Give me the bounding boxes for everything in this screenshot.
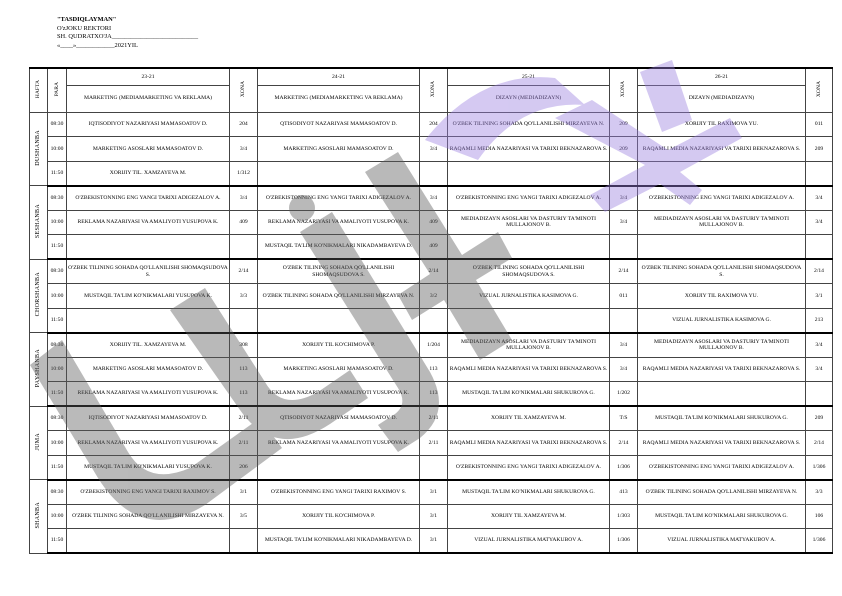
subject-cell: O'ZBEKISTONNING ENG YANGI TARIXI ADIGEZALOV A. bbox=[258, 186, 420, 211]
header-row-groups bbox=[30, 68, 833, 85]
room-cell: 2/14 bbox=[806, 431, 833, 456]
subject-cell: IQTISODIYOT NAZARIYASI MAMASOATOV D. bbox=[67, 406, 230, 431]
room-cell: 2/11 bbox=[230, 406, 258, 431]
subject-cell bbox=[258, 455, 420, 480]
subject-cell: XORIJIY TIL XAMZAYEVA M. bbox=[448, 504, 610, 529]
subject-cell: MARKETING ASOSLARI MAMASOATOV D. bbox=[258, 357, 420, 382]
table-row bbox=[30, 406, 833, 431]
room-cell bbox=[610, 161, 638, 186]
para-time: 10:00 bbox=[48, 431, 67, 456]
subject-cell: REKLAMA NAZARIYASI VA AMALIYOTI YUSUPOVA K. bbox=[67, 382, 230, 407]
room-cell: 113 bbox=[420, 382, 448, 407]
subject-cell: MUSTAQIL TA'LIM KO'NIKMALARI SHUKUROVA G. bbox=[638, 406, 806, 431]
room-cell: 3/1 bbox=[230, 480, 258, 505]
room-cell: 3/4 bbox=[230, 186, 258, 211]
room-cell: 3/4 bbox=[610, 357, 638, 382]
room-cell: 204 bbox=[420, 112, 448, 137]
date-line: «____»____________2021YIL bbox=[57, 41, 138, 49]
week-header-cell bbox=[30, 68, 48, 112]
para-time: 08:30 bbox=[48, 480, 67, 505]
room-cell: 409 bbox=[230, 210, 258, 235]
room-cell bbox=[230, 308, 258, 333]
week-header: HAFTA bbox=[35, 80, 42, 99]
day-cell bbox=[30, 480, 48, 554]
table-row bbox=[30, 112, 833, 137]
room-cell: 2/11 bbox=[230, 431, 258, 456]
subject-cell: MUSTAQIL TA'LIM KO'NIKMALARI NIKADAMBAYEVA D. bbox=[258, 235, 420, 260]
room-cell: 1/306 bbox=[806, 529, 833, 554]
para-time: 10:00 bbox=[48, 504, 67, 529]
group-code: 24-21 bbox=[258, 68, 420, 85]
subject-cell: REKLAMA NAZARIYASI VA AMALIYOTI YUSUPOVA K. bbox=[258, 382, 420, 407]
table-row bbox=[30, 382, 833, 407]
table-row bbox=[30, 529, 833, 554]
subject-cell: MUSTAQIL TA'LIM KO'NIKMALARI SHUKUROVA G. bbox=[448, 382, 610, 407]
para-time: 08:30 bbox=[48, 112, 67, 137]
subject-cell bbox=[638, 382, 806, 407]
subject-cell: VIZUAL JURNALISTIKA MATYAKUBOV A. bbox=[448, 529, 610, 554]
para-time: 08:30 bbox=[48, 259, 67, 284]
table-row bbox=[30, 186, 833, 211]
room-cell: 3/4 bbox=[420, 186, 448, 211]
table-row bbox=[30, 455, 833, 480]
table-row bbox=[30, 504, 833, 529]
para-header: PARA bbox=[53, 81, 60, 97]
room-cell bbox=[420, 308, 448, 333]
subject-cell: RAQAMLI MEDIA NAZARIYASI VA TARIXI BEKNAZAROVA S. bbox=[638, 431, 806, 456]
subject-cell: O'ZBEK TILINING SOHADA QO'LLANILISHI SHOMAQSUDOVA S. bbox=[448, 259, 610, 284]
room-cell: 106 bbox=[806, 504, 833, 529]
table-row bbox=[30, 308, 833, 333]
room-cell: 3/5 bbox=[230, 504, 258, 529]
room-cell: 209 bbox=[806, 406, 833, 431]
room-cell: 209 bbox=[610, 137, 638, 162]
day-cell bbox=[30, 186, 48, 260]
table-row bbox=[30, 480, 833, 505]
room-cell: 206 bbox=[230, 455, 258, 480]
subject-cell: MEDIADIZAYN ASOSLARI VA DASTURIY TA'MINOTI MULLAJONOV B. bbox=[448, 210, 610, 235]
room-header: XONA bbox=[240, 81, 247, 98]
para-time: 10:00 bbox=[48, 284, 67, 309]
room-header-cell bbox=[806, 68, 833, 112]
room-cell: 1/303 bbox=[610, 504, 638, 529]
para-time: 11:50 bbox=[48, 161, 67, 186]
para-time: 08:30 bbox=[48, 186, 67, 211]
group-code: 23-21 bbox=[67, 68, 230, 85]
room-cell: 1/312 bbox=[230, 161, 258, 186]
group-specialty: DIZAYN (MEDIADIZAYN) bbox=[638, 85, 806, 112]
room-cell bbox=[230, 529, 258, 554]
room-cell: 011 bbox=[610, 284, 638, 309]
subject-cell bbox=[258, 308, 420, 333]
subject-cell bbox=[638, 235, 806, 260]
subject-cell: MUSTAQIL TA'LIM KO'NIKMALARI YUSUPOVA K. bbox=[67, 455, 230, 480]
subject-cell: MARKETING ASOSLARI MAMASOATOV D. bbox=[258, 137, 420, 162]
room-cell: 413 bbox=[610, 480, 638, 505]
approval-title: "TASDIQLAYMAN" bbox=[57, 16, 117, 23]
room-cell: 3/4 bbox=[420, 137, 448, 162]
subject-cell: XORIJIY TIL RAXIMOVA YU. bbox=[638, 112, 806, 137]
subject-cell: REKLAMA NAZARIYASI VA AMALIYOTI YUSUPOVA K. bbox=[258, 431, 420, 456]
room-cell bbox=[806, 235, 833, 260]
day-name: JUMA bbox=[35, 432, 42, 451]
para-time: 10:00 bbox=[48, 210, 67, 235]
table-row bbox=[30, 357, 833, 382]
subject-cell bbox=[448, 308, 610, 333]
room-cell: 3/1 bbox=[806, 284, 833, 309]
room-header-cell bbox=[230, 68, 258, 112]
table-row bbox=[30, 137, 833, 162]
subject-cell bbox=[448, 235, 610, 260]
room-cell: 409 bbox=[420, 210, 448, 235]
schedule-table bbox=[29, 67, 833, 554]
rector-title: O'zJOKU REKTORI bbox=[57, 24, 112, 32]
room-cell: 2/14 bbox=[420, 259, 448, 284]
subject-cell: O'ZBEKISTONNING ENG YANGI TARIXI ADIGEZALOV A. bbox=[638, 455, 806, 480]
subject-cell: MARKETING ASOSLARI MAMASOATOV D. bbox=[67, 357, 230, 382]
rector-signature-line: SH. QUDRATXO'JA___________________________ bbox=[57, 33, 199, 41]
room-cell: 213 bbox=[806, 308, 833, 333]
subject-cell: RAQAMLI MEDIA NAZARIYASI VA TARIXI BEKNAZAROVA S. bbox=[448, 431, 610, 456]
room-cell: 3/3 bbox=[230, 284, 258, 309]
room-cell: 3/1 bbox=[420, 529, 448, 554]
group-specialty: DIZAYN (MEDIADIZAYN) bbox=[448, 85, 610, 112]
room-cell: 3/4 bbox=[230, 137, 258, 162]
subject-cell: O'ZBEK TILINING SOHADA QO'LLANILISHI SHOMAQSUDOVA S. bbox=[638, 259, 806, 284]
subject-cell: O'ZBEK TILINING SOHADA QO'LLANILISHI MIRZAYEVA N. bbox=[638, 480, 806, 505]
room-cell: 2/14 bbox=[806, 259, 833, 284]
room-header-cell bbox=[420, 68, 448, 112]
subject-cell: QTISODIYOT NAZARIYASI MAMASOATOV D. bbox=[258, 112, 420, 137]
room-cell bbox=[230, 235, 258, 260]
subject-cell: VIZUAL JURNALISTIKA MATYAKUBOV A. bbox=[638, 529, 806, 554]
table-row bbox=[30, 235, 833, 260]
subject-cell: MUSTAQIL TA'LIM KO'NIKMALARI YUSUPOVA K. bbox=[67, 284, 230, 309]
subject-cell: O'ZBEK TILINING SOHADA QO'LLANILISHI MIRZAYEVA N. bbox=[448, 112, 610, 137]
group-code: 25-21 bbox=[448, 68, 610, 85]
subject-cell bbox=[638, 161, 806, 186]
subject-cell: MEDIADIZAYN ASOSLARI VA DASTURIY TA'MINOTI MULLAJONOV B. bbox=[638, 210, 806, 235]
para-time: 11:50 bbox=[48, 455, 67, 480]
room-cell: 3/4 bbox=[806, 186, 833, 211]
room-cell bbox=[610, 308, 638, 333]
day-cell bbox=[30, 333, 48, 407]
room-cell: 209 bbox=[806, 137, 833, 162]
group-code: 26-21 bbox=[638, 68, 806, 85]
table-row bbox=[30, 161, 833, 186]
subject-cell: MEDIADIZAYN ASOSLARI VA DASTURIY TA'MINOTI MULLAJONOV B. bbox=[448, 333, 610, 358]
room-header: XONA bbox=[430, 81, 437, 98]
day-name: DUSHANBA bbox=[35, 129, 42, 166]
subject-cell: RAQAMLI MEDIA NAZARIYASI VA TARIXI BEKNAZAROVA S. bbox=[638, 137, 806, 162]
room-cell: 113 bbox=[420, 357, 448, 382]
room-cell: 2/11 bbox=[420, 406, 448, 431]
table-row bbox=[30, 259, 833, 284]
room-cell: 1/306 bbox=[610, 455, 638, 480]
subject-cell: XORIJIY TIL. XAMZAYEVA M. bbox=[67, 161, 230, 186]
subject-cell: O'ZBEK TILINING SOHADA QO'LLANILISHI SHOMAQSUDOVA S. bbox=[258, 259, 420, 284]
table-row bbox=[30, 431, 833, 456]
subject-cell: REKLAMA NAZARIYASI VA AMALIYOTI YUSUPOVA K. bbox=[258, 210, 420, 235]
room-cell: 3/4 bbox=[806, 333, 833, 358]
room-cell: 113 bbox=[230, 357, 258, 382]
para-time: 11:50 bbox=[48, 235, 67, 260]
subject-cell: O'ZBEKISTONNING ENG YANGI TARIXI ADIGEZALOV A. bbox=[67, 186, 230, 211]
para-time: 10:00 bbox=[48, 137, 67, 162]
table-row bbox=[30, 210, 833, 235]
room-cell bbox=[610, 235, 638, 260]
room-cell: 3/4 bbox=[806, 357, 833, 382]
subject-cell bbox=[258, 161, 420, 186]
subject-cell: IQTISODIYOT NAZARIYASI MAMASOATOV D. bbox=[67, 112, 230, 137]
room-cell: 113 bbox=[230, 382, 258, 407]
subject-cell: RAQAMLI MEDIA NAZARIYASI VA TARIXI BEKNAZAROVA S. bbox=[638, 357, 806, 382]
subject-cell: REKLAMA NAZARIYASI VA AMALIYOTI YUSUPOVA K. bbox=[67, 431, 230, 456]
room-header-cell bbox=[610, 68, 638, 112]
room-cell: 2/14 bbox=[610, 431, 638, 456]
subject-cell: MUSTAQIL TA'LIM KO'NIKMALARI SHUKUROVA G. bbox=[448, 480, 610, 505]
subject-cell: O'ZBEKISTONNING ENG YANGI TARIXI ADIGEZALOV A. bbox=[448, 186, 610, 211]
group-specialty: MARKETING (MEDIAMARKETING VA REKLAMA) bbox=[67, 85, 230, 112]
room-cell: T/S bbox=[610, 406, 638, 431]
table-row bbox=[30, 333, 833, 358]
subject-cell: O'ZBEKISTONNING ENG YANGI TARIXI RAXIMOV S. bbox=[67, 480, 230, 505]
room-cell: 3/4 bbox=[610, 210, 638, 235]
subject-cell bbox=[67, 529, 230, 554]
room-cell: 3/1 bbox=[420, 504, 448, 529]
day-name: PAYSHANBA bbox=[35, 349, 42, 388]
room-cell: 409 bbox=[420, 235, 448, 260]
room-cell: 3/2 bbox=[420, 284, 448, 309]
room-cell: 3/1 bbox=[420, 480, 448, 505]
subject-cell: XORIJIY TIL. XAMZAYEVA M. bbox=[67, 333, 230, 358]
room-cell: 1/306 bbox=[610, 529, 638, 554]
day-name: SHANBA bbox=[35, 501, 42, 529]
day-cell bbox=[30, 406, 48, 480]
para-time: 11:50 bbox=[48, 308, 67, 333]
subject-cell: RAQAMLI MEDIA NAZARIYASI VA TARIXI BEKNAZAROVA S. bbox=[448, 137, 610, 162]
day-cell bbox=[30, 112, 48, 186]
subject-cell: REKLAMA NAZARIYASI VA AMALIYOTI YUSUPOVA K. bbox=[67, 210, 230, 235]
room-cell: 209 bbox=[610, 112, 638, 137]
subject-cell: XORIJIY TIL KO'CHIMOVA P. bbox=[258, 333, 420, 358]
room-cell bbox=[420, 455, 448, 480]
para-time: 11:50 bbox=[48, 382, 67, 407]
room-cell: 3/4 bbox=[610, 186, 638, 211]
subject-cell bbox=[67, 308, 230, 333]
room-header: XONA bbox=[815, 81, 822, 98]
table-row bbox=[30, 284, 833, 309]
group-specialty: MARKETING (MEDIAMARKETING VA REKLAMA) bbox=[258, 85, 420, 112]
subject-cell: MUSTAQIL TA'LIM KO'NIKMALARI SHUKUROVA G. bbox=[638, 504, 806, 529]
room-header: XONA bbox=[620, 81, 627, 98]
room-cell: 1/202 bbox=[610, 382, 638, 407]
subject-cell: O'ZBEKISTONNING ENG YANGI TARIXI ADIGEZALOV A. bbox=[638, 186, 806, 211]
para-header-cell bbox=[48, 68, 67, 112]
para-time: 08:30 bbox=[48, 406, 67, 431]
subject-cell bbox=[448, 161, 610, 186]
room-cell: 3/3 bbox=[806, 480, 833, 505]
subject-cell: MARKETING ASOSLARI MAMASOATOV D. bbox=[67, 137, 230, 162]
subject-cell: XORIJIY TIL XAMZAYEVA M. bbox=[448, 406, 610, 431]
subject-cell: VIZUAL JURNALISTIKA KASIMOVA G. bbox=[448, 284, 610, 309]
para-time: 08:30 bbox=[48, 333, 67, 358]
subject-cell: MUSTAQIL TA'LIM KO'NIKMALARI NIKADAMBAYEVA D. bbox=[258, 529, 420, 554]
subject-cell: XORIJIY TIL KO'CHIMOVA P. bbox=[258, 504, 420, 529]
subject-cell: QTISODIYOT NAZARIYASI MAMASOATOV D. bbox=[258, 406, 420, 431]
subject-cell: O'ZBEK TILINING SOHADA QO'LLANILISHI MIRZAYEVA N. bbox=[67, 504, 230, 529]
subject-cell: XORIJIY TIL RAXIMOVA YU. bbox=[638, 284, 806, 309]
subject-cell: MEDIADIZAYN ASOSLARI VA DASTURIY TA'MINOTI MULLAJONOV B. bbox=[638, 333, 806, 358]
day-name: CHORSHANBA bbox=[35, 272, 42, 317]
subject-cell: RAQAMLI MEDIA NAZARIYASI VA TARIXI BEKNAZAROVA S. bbox=[448, 357, 610, 382]
subject-cell: VIZUAL JURNALISTIKA KASIMOVA G. bbox=[638, 308, 806, 333]
room-cell: 1/204 bbox=[420, 333, 448, 358]
room-cell: 3/4 bbox=[806, 210, 833, 235]
room-cell bbox=[806, 382, 833, 407]
subject-cell bbox=[67, 235, 230, 260]
room-cell: 011 bbox=[806, 112, 833, 137]
room-cell bbox=[420, 161, 448, 186]
room-cell: 2/11 bbox=[420, 431, 448, 456]
para-time: 10:00 bbox=[48, 357, 67, 382]
room-cell: 3/4 bbox=[610, 333, 638, 358]
subject-cell: O'ZBEK TILINING SOHADA QO'LLANILISHI SHOMAQSUDOVA S. bbox=[67, 259, 230, 284]
subject-cell: O'ZBEKISTONNING ENG YANGI TARIXI RAXIMOV S. bbox=[258, 480, 420, 505]
room-cell: 2/14 bbox=[230, 259, 258, 284]
approval-header bbox=[57, 16, 198, 50]
room-cell: 1/306 bbox=[806, 455, 833, 480]
room-cell: 204 bbox=[230, 112, 258, 137]
day-cell bbox=[30, 259, 48, 333]
subject-cell: O'ZBEK TILINING SOHADA QO'LLANILISHI MIRZAYEVA N. bbox=[258, 284, 420, 309]
para-time: 11:50 bbox=[48, 529, 67, 554]
day-name: SESHANBA bbox=[35, 204, 42, 239]
room-cell: 308 bbox=[230, 333, 258, 358]
room-cell: 2/14 bbox=[610, 259, 638, 284]
subject-cell: O'ZBEKISTONNING ENG YANGI TARIXI ADIGEZALOV A. bbox=[448, 455, 610, 480]
room-cell bbox=[806, 161, 833, 186]
